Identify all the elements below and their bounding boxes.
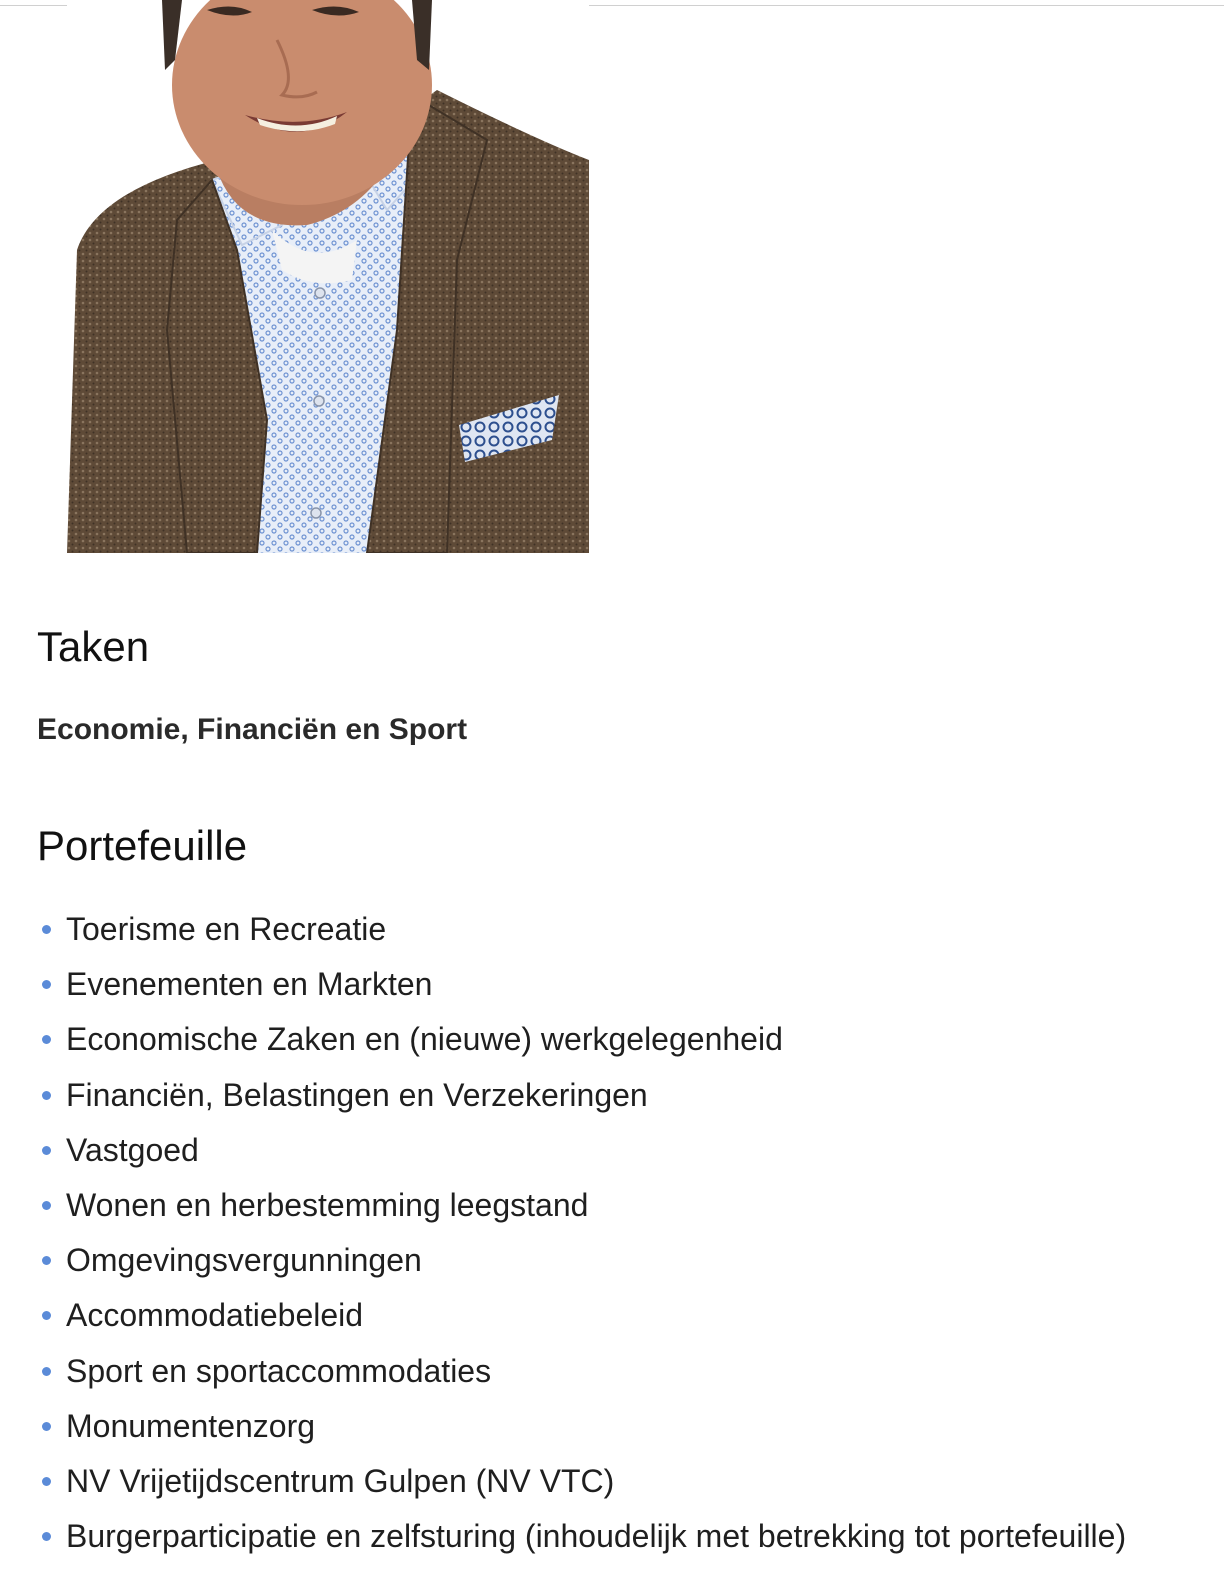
list-item (37, 1128, 1217, 1183)
bullet-icon (42, 1256, 51, 1265)
portefeuille-list (37, 907, 1217, 1569)
bullet-icon (42, 1091, 51, 1100)
list-item (37, 1238, 1217, 1293)
profile-photo (67, 0, 589, 553)
list-item-label: Financiën, Belastingen en Verzekeringen (66, 1076, 648, 1113)
list-item (37, 1459, 1217, 1514)
list-item-label: Toerisme en Recreatie (66, 911, 387, 947)
bullet-icon (42, 1422, 51, 1431)
bullet-icon (42, 1477, 51, 1486)
list-item (37, 1404, 1217, 1459)
bullet-icon (42, 980, 51, 989)
list-item-label: Monumentenzorg (66, 1407, 316, 1444)
list-item (37, 962, 1217, 1017)
bullet-icon (42, 1201, 51, 1210)
list-item-label: Economische Zaken en (nieuwe) werkgelegenheid (66, 1021, 783, 1058)
list-item (37, 1073, 1217, 1128)
list-item-label: Burgerparticipatie en zelfsturing (inhoudelijk met betrekking tot portefeuille) (66, 1518, 1127, 1555)
list-item-label: Vastgoed (66, 1131, 199, 1168)
bullet-icon (42, 1035, 51, 1044)
list-item-label: Wonen en herbestemming leegstand (66, 1186, 589, 1223)
list-item (37, 1017, 1217, 1072)
list-item (37, 1349, 1217, 1404)
bullet-icon (42, 925, 51, 934)
list-item (37, 1293, 1217, 1348)
list-item-label: NV Vrijetijdscentrum Gulpen (NV VTC) (66, 1462, 615, 1499)
taken-heading: Taken (37, 623, 150, 670)
list-item (37, 1514, 1217, 1569)
list-item-label: Evenementen en Markten (66, 966, 433, 1003)
bullet-icon (42, 1311, 51, 1320)
list-item (37, 1183, 1217, 1238)
list-item-label: Omgevingsvergunningen (66, 1242, 422, 1279)
portefeuille-heading: Portefeuille (37, 822, 248, 869)
list-item-label: Accommodatiebeleid (66, 1297, 364, 1334)
taken-text: Economie, Financiën en Sport (37, 713, 468, 746)
list-item-label: Sport en sportaccommodaties (66, 1352, 492, 1389)
bullet-icon (42, 1532, 51, 1541)
bullet-icon (42, 1146, 51, 1155)
list-item (37, 907, 1217, 962)
bullet-icon (42, 1367, 51, 1376)
